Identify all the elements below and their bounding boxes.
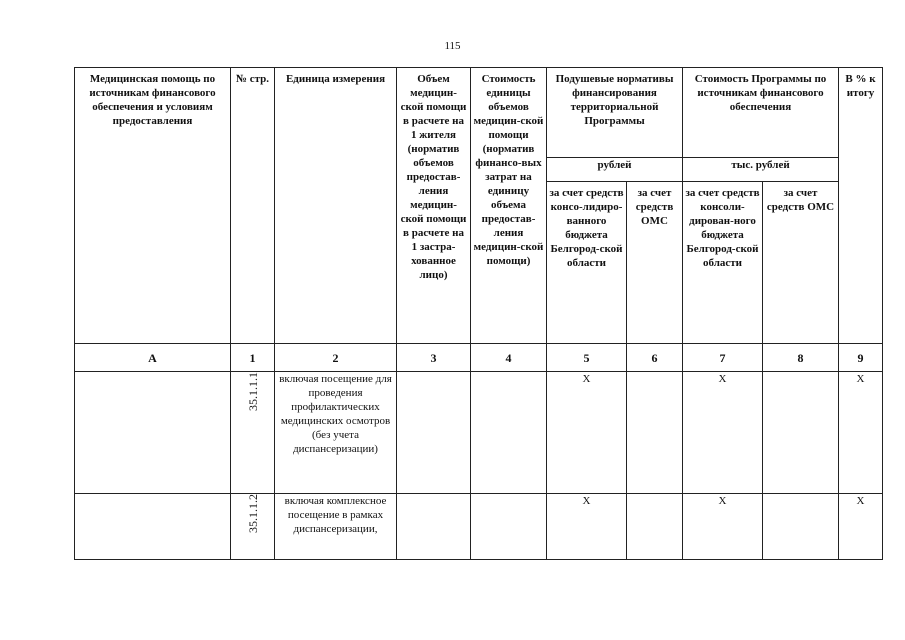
header-unit-cost: Стоимость единицы объемов медицин-ской помощи (норматив финансо-вых затрат на единицу объема предостав-ления медицин-ской помощи) xyxy=(471,68,547,344)
header-oms-cost: за счет средств ОМС xyxy=(763,182,839,344)
regional-budget-per-capita-cell: Х xyxy=(547,494,627,560)
unit-cell: включая комплексное посещение в рамках диспансеризации, xyxy=(275,494,397,560)
header-care-type: Медицинская помощь по источникам финансового обеспечения и условиям предоставления xyxy=(75,68,231,344)
column-index-row xyxy=(75,344,883,372)
column-index: 8 xyxy=(763,344,839,372)
oms-cost-cell xyxy=(763,372,839,494)
column-index: 6 xyxy=(627,344,683,372)
column-index: 2 xyxy=(275,344,397,372)
header-oms-per-capita: за счет средств ОМС xyxy=(627,182,683,344)
column-index: 9 xyxy=(839,344,883,372)
header-unit-rubles: рублей xyxy=(547,158,683,182)
unit-cell: включая посещение для проведения профилактических медицинских осмотров (без учета диспансеризации) xyxy=(275,372,397,494)
table-row xyxy=(75,494,883,560)
care-type-cell xyxy=(75,494,231,560)
header-per-capita-group: Подушевые нормативы финансирования территориальной Программы xyxy=(547,68,683,158)
oms-per-capita-cell xyxy=(627,372,683,494)
header-volume: Объем медицин-ской помощи в расчете на 1 жителя (норматив объемов предостав-ления медицин-ской помощи в расчете на 1 застра-хованное лицо) xyxy=(397,68,471,344)
percent-total-cell: Х xyxy=(839,494,883,560)
unit-cost-cell xyxy=(471,494,547,560)
percent-total-cell: Х xyxy=(839,372,883,494)
column-index: А xyxy=(75,344,231,372)
regional-budget-per-capita-cell: Х xyxy=(547,372,627,494)
header-regional-budget-cost: за счет средств консоли-дирован-ного бюджета Белгород-ской области xyxy=(683,182,763,344)
column-index: 1 xyxy=(231,344,275,372)
column-index: 5 xyxy=(547,344,627,372)
header-unit: Единица измерения xyxy=(275,68,397,344)
column-index: 7 xyxy=(683,344,763,372)
header-unit-thousand-rubles: тыс. рублей xyxy=(683,158,839,182)
financing-table xyxy=(74,67,883,560)
header-regional-budget-per-capita: за счет средств консо-лидиро-ванного бюджета Белгород-ской области xyxy=(547,182,627,344)
header-program-cost-group: Стоимость Программы по источникам финансового обеспечения xyxy=(683,68,839,158)
unit-cost-cell xyxy=(471,372,547,494)
line-number-cell: 35.1.1.2 xyxy=(231,494,275,560)
volume-cell xyxy=(397,494,471,560)
page-number: 115 xyxy=(444,40,461,52)
header-line-number: № стр. xyxy=(231,68,275,344)
column-index: 4 xyxy=(471,344,547,372)
column-index: 3 xyxy=(397,344,471,372)
oms-cost-cell xyxy=(763,494,839,560)
table-row xyxy=(75,372,883,494)
oms-per-capita-cell xyxy=(627,494,683,560)
regional-budget-cost-cell: Х xyxy=(683,494,763,560)
header-percent-total: В % к итогу xyxy=(839,68,883,344)
regional-budget-cost-cell: Х xyxy=(683,372,763,494)
volume-cell xyxy=(397,372,471,494)
care-type-cell xyxy=(75,372,231,494)
line-number-cell: 35.1.1.1 xyxy=(231,372,275,494)
